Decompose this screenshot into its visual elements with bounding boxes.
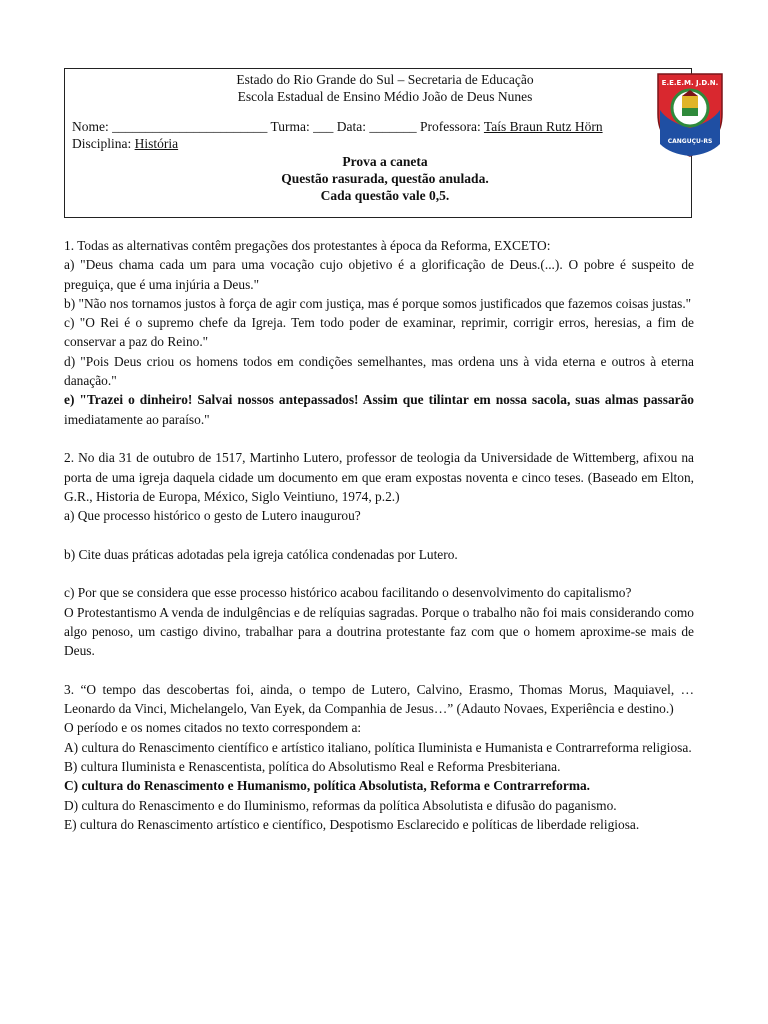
q1-option-e-rest: imediatamente ao paraíso." [64,411,210,427]
exam-rule-erasure: Questão rasurada, questão anulada. [281,171,489,186]
q2-item-a: a) Que processo histórico o gesto de Lutero inaugurou? [64,508,361,524]
crest-bottom-text: CANGUÇU-RS [667,138,713,145]
exam-header-box [64,68,692,218]
state-secretariat-line: Estado do Rio Grande do Sul – Secretaria de Educação [236,72,534,87]
q3-stem: 3. “O tempo das descobertas foi, ainda, o tempo de Lutero, Calvino, Erasmo, Thomas Morus, Maquiavel, … Leonardo da Vinci, Michelangelo, Van Eyek, da Companhia de Jesus…” (Adauto Novaes, Experiência e destino.) [64,681,694,717]
exam-rule-value: Cada questão vale 0,5. [320,188,450,203]
q3-option-c: C) cultura do Renascimento e Humanismo, política Absolutista, Reforma e Contrarreforma. [64,778,591,794]
q3-option-a: A) cultura do Renascimento científico e artístico italiano, política Iluminista e Humanista e Contrarreforma religiosa. [64,739,692,755]
crest-top-text: E.E.E.M. J.D.N. [661,79,719,87]
q3-option-b: B) cultura Iluminista e Renascentista, política do Absolutismo Real e Reforma Presbiteriana. [64,759,561,775]
q3-option-d: D) cultura do Renascimento e do Iluminismo, reformas da política Absolutista e difusão do paganismo. [64,797,617,813]
turma-field[interactable]: ___ [313,119,334,134]
nome-field[interactable]: _______________________ [112,119,268,134]
disciplina-label: Disciplina: [72,136,132,151]
discipline-row [72,136,178,152]
q1-option-d: d) "Pois Deus criou os homens todos em condições semelhantes, mas ordena uns à vida eterna e outros à eterna danação." [64,353,694,389]
q1-option-e-bold: e) "Trazei o dinheiro! Salvai nossos antepassados! Assim que tilintar em nossa sacola, suas almas passarão [64,392,694,408]
school-name-line: Escola Estadual de Ensino Médio João de Deus Nunes [237,89,533,104]
q1-stem: 1. Todas as alternativas contêm pregações dos protestantes à época da Reforma, EXCETO: [64,238,551,253]
exam-rule-pen: Prova a caneta [342,154,428,169]
q1-option-b: b) "Não nos tornamos justos à força de agir com justiça, mas é porque somos justificados que fazemos coisas justas." [64,295,692,311]
q1-option-e [64,390,694,429]
data-field[interactable]: _______ [369,119,417,134]
q1-option-c: c) "O Rei é o supremo chefe da Igreja. Tem todo poder de examinar, reprimir, corrigir erros, heresias, a fim de conservar a paz do Reino." [64,315,694,350]
professora-label: Professora: [420,119,481,134]
data-label: Data: [336,119,367,134]
q2-stem: 2. No dia 31 de outubro de 1517, Martinho Lutero, professor de teologia da Universidade de Wittemberg, afixou na porta de uma igreja daquela cidade um documento em que eram expostas noventa e cinco teses. (Baseado em Elton, G.R., Historia de Europa, México, Siglo Veintiuno, 1974, p.2.) [64,450,694,504]
disciplina-value: História [134,136,179,151]
turma-label: Turma: [270,119,310,134]
q1-option-a: a) "Deus chama cada um para uma vocação cujo objetivo é a glorificação de Deus.(...). O pobre é suspeito de preguiça, que é uma injúria a Deus." [64,257,694,292]
student-fields-row [72,119,603,135]
q3-option-e: E) cultura do Renascimento artístico e científico, Despotismo Esclarecido e políticas de liberdade religiosa. [64,816,640,832]
school-crest-logo [652,70,728,158]
nome-label: Nome: [72,119,109,134]
q2-item-b: b) Cite duas práticas adotadas pela igreja católica condenadas por Lutero. [64,546,458,562]
q2-answer: O Protestantismo A venda de indulgências e de relíquias sagradas. Porque o trabalho não foi mais considerando como algo penoso, um castigo divino, trabalhar para a doutrina protestante faz com que o homem aproxime-se mais de Deus. [64,604,694,659]
professora-name: Taís Braun Rutz Hörn [483,119,603,134]
q2-item-c: c) Por que se considera que esse processo histórico acabou facilitando o desenvolvimento do capitalismo? [64,585,632,601]
exam-questions [64,236,694,834]
q3-lead: O período e os nomes citados no texto correspondem a: [64,720,362,736]
